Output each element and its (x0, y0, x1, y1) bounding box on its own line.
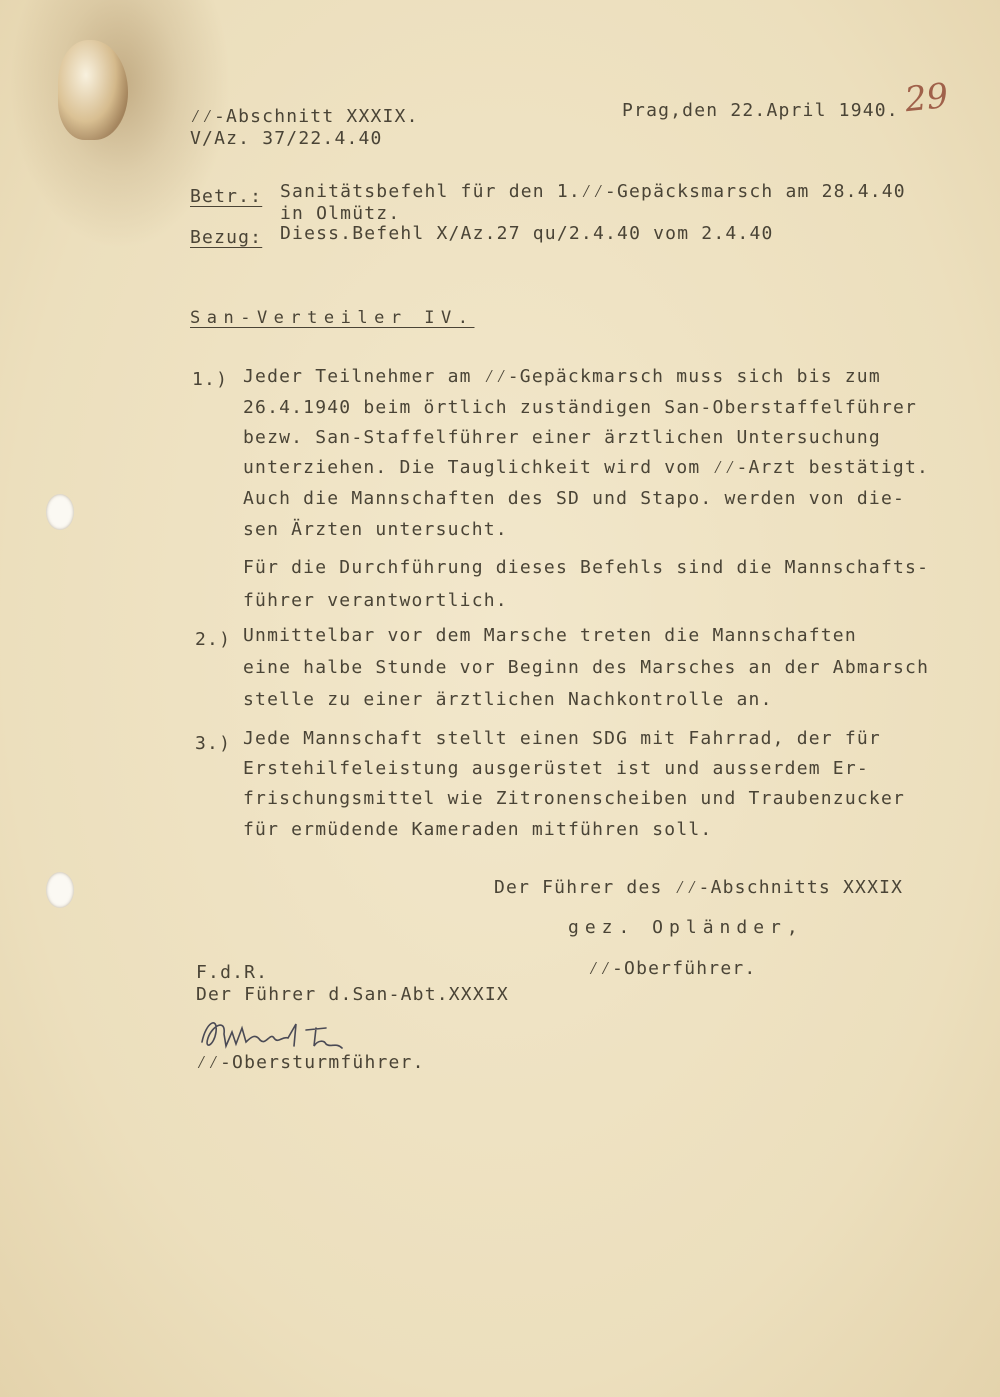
fdr-rank: ⁄⁄-Obersturmführer. (196, 1052, 425, 1073)
closing-rank: ⁄⁄-Oberführer. (588, 958, 757, 979)
item-line: 26.4.1940 beim örtlich zuständigen San-Oberstaffelführer (243, 397, 918, 418)
reference-number: V/Az. 37/22.4.40 (190, 128, 383, 149)
punch-hole-lower (46, 872, 74, 908)
item-line: bezw. San-Staffelführer einer ärztlichen Untersuchung (243, 427, 881, 448)
item-line: führer verantwortlich. (243, 590, 508, 611)
bezug-text: Diess.Befehl X/Az.27 qu/2.4.40 vom 2.4.40 (280, 223, 774, 244)
betr-label: Betr.: (190, 186, 263, 207)
item-line: frischungsmittel wie Zitronenscheiben und Traubenzucker (243, 788, 906, 809)
burn-stain (58, 40, 128, 140)
item-line: Jede Mannschaft stellt einen SDG mit Fahrrad, der für (243, 728, 881, 749)
bezug-label: Bezug: (190, 227, 263, 248)
distribution-heading: San-Verteiler IV. (190, 308, 475, 328)
item-line: Jeder Teilnehmer am ⁄⁄-Gepäckmarsch muss sich bis zum (243, 366, 881, 387)
unit-heading: ⁄⁄-Abschnitt XXXIX. (190, 106, 419, 127)
closing-signed: gez. Opländer, (568, 917, 804, 938)
item-line: eine halbe Stunde vor Beginn des Marsches an der Abmarsch (243, 657, 930, 678)
item-number: 2.) (195, 629, 232, 650)
item-line: Für die Durchführung dieses Befehls sind die Mannschafts- (243, 557, 930, 578)
closing-leader: Der Führer des ⁄⁄-Abschnitts XXXIX (494, 877, 904, 898)
fdr-label: F.d.R. (196, 962, 269, 983)
item-line: stelle zu einer ärztlichen Nachkontrolle an. (243, 689, 773, 710)
item-number: 3.) (195, 733, 232, 754)
item-line: sen Ärzten untersucht. (243, 519, 508, 540)
item-line: Erstehilfeleistung ausgerüstet ist und ausserdem Er- (243, 758, 869, 779)
item-line: Unmittelbar vor dem Marsche treten die Mannschaften (243, 625, 857, 646)
betr-text-2: in Olmütz. (280, 203, 401, 224)
place-date: Prag,den 22.April 1940. (622, 100, 899, 121)
punch-hole-upper (46, 494, 74, 530)
item-line: für ermüdende Kameraden mitführen soll. (243, 819, 713, 840)
betr-text-1: Sanitätsbefehl für den 1.⁄⁄-Gepäcksmarsch am 28.4.40 (280, 181, 906, 202)
item-line: unterziehen. Die Tauglichkeit wird vom ⁄⁄-Arzt bestätigt. (243, 457, 930, 478)
fdr-title: Der Führer d.San-Abt.XXXIX (196, 984, 509, 1005)
item-line: Auch die Mannschaften des SD und Stapo. werden von die- (243, 488, 906, 509)
page-number: 29 (903, 75, 951, 121)
item-number: 1.) (192, 369, 229, 390)
